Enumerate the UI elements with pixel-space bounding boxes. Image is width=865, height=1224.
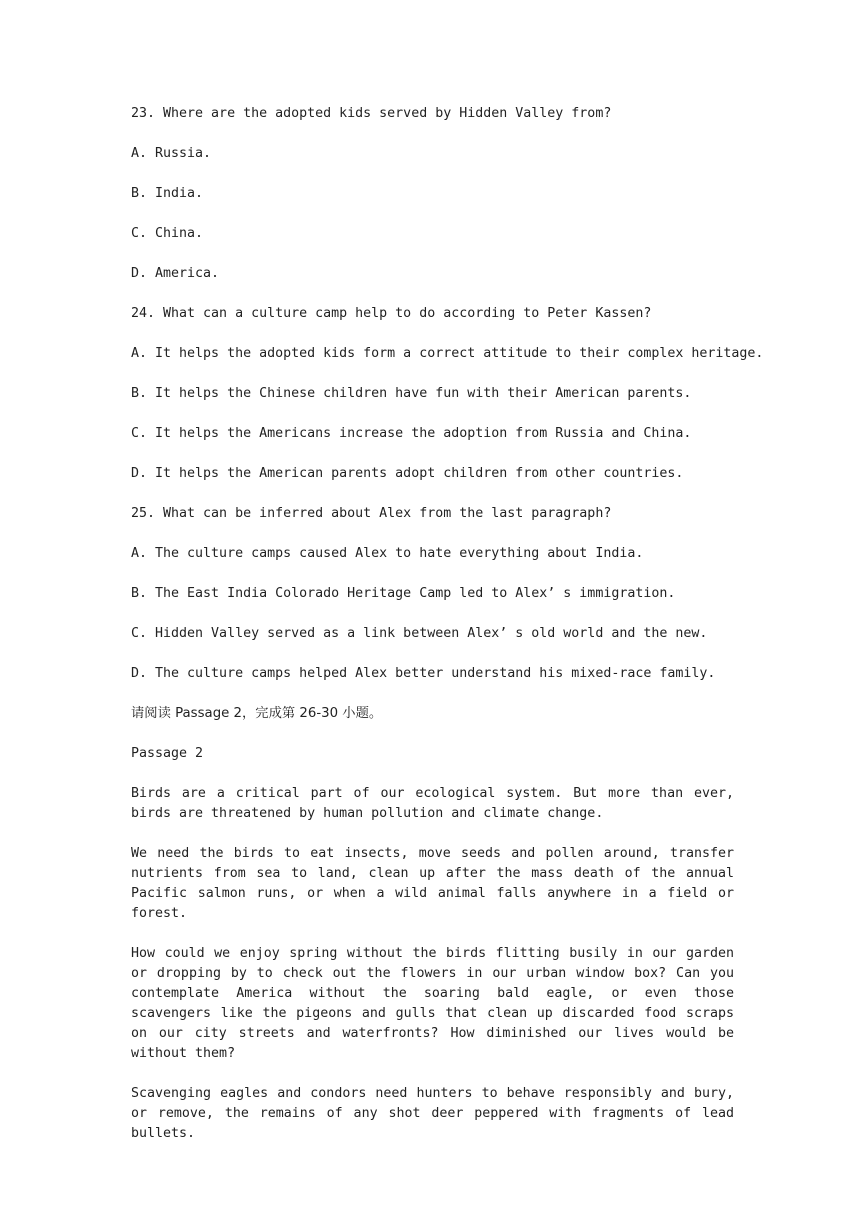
question-24 bbox=[131, 304, 764, 484]
option-d: D. America. bbox=[131, 266, 220, 281]
option-a: A. The culture camps caused Alex to hate everything about India. bbox=[131, 546, 644, 561]
instruction: 请阅读 Passage 2，完成第 26-30 小题。 bbox=[131, 706, 383, 721]
option-b: B. India. bbox=[131, 186, 204, 201]
question-stem: 24. What can a culture camp help to do according to Peter Kassen? bbox=[131, 306, 652, 321]
option-a: A. It helps the adopted kids form a correct attitude to their complex heritage. bbox=[131, 346, 764, 361]
document-page bbox=[131, 104, 764, 1164]
question-23 bbox=[131, 104, 734, 284]
option-d: D. The culture camps helped Alex better understand his mixed-race family. bbox=[131, 666, 716, 681]
question-stem: 25. What can be inferred about Alex from the last paragraph? bbox=[131, 506, 612, 521]
question-25 bbox=[131, 504, 734, 684]
option-c: C. It helps the Americans increase the adoption from Russia and China. bbox=[131, 426, 692, 441]
option-b: B. It helps the Chinese children have fun with their American parents. bbox=[131, 386, 692, 401]
option-d: D. It helps the American parents adopt children from other countries. bbox=[131, 466, 684, 481]
passage-paragraph-2: We need the birds to eat insects, move seeds and pollen around, transfer nutrients from sea to land, clean up after the mass death of the annual Pacific salmon runs, or when a wild animal falls anywhere in a field or forest. bbox=[131, 846, 734, 921]
question-stem: 23. Where are the adopted kids served by Hidden Valley from? bbox=[131, 106, 612, 121]
passage-paragraph-1: Birds are a critical part of our ecological system. But more than ever, birds are threatened by human pollution and climate change. bbox=[131, 786, 734, 821]
option-c: C. Hidden Valley served as a link between Alex’ s old world and the new. bbox=[131, 626, 708, 641]
passage-title: Passage 2 bbox=[131, 746, 204, 761]
option-c: C. China. bbox=[131, 226, 204, 241]
option-b: B. The East India Colorado Heritage Camp led to Alex’ s immigration. bbox=[131, 586, 676, 601]
option-a: A. Russia. bbox=[131, 146, 212, 161]
passage-paragraph-3: How could we enjoy spring without the birds flitting busily in our garden or dropping by to check out the flowers in our urban window box? Can you contemplate America without the soaring bald eagle, or even those scavengers like the pigeons and gulls that clean up discarded food scraps on our city streets and waterfronts? How diminished our lives would be without them? bbox=[131, 946, 734, 1061]
passage-paragraph-4: Scavenging eagles and condors need hunters to behave responsibly and bury, or remove, the remains of any shot deer peppered with fragments of lead bullets. bbox=[131, 1086, 734, 1141]
